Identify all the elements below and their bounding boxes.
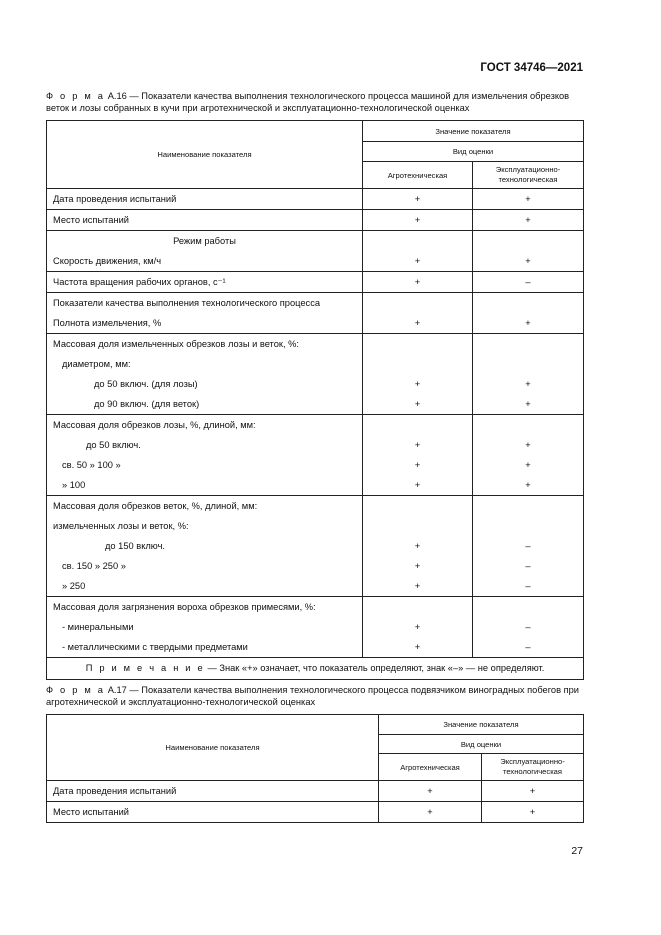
expl-mark: + [529, 807, 536, 817]
expl-value-cell [473, 231, 584, 272]
indicator-name: Массовая доля измельченных обрезков лозы и веток, %: [53, 339, 299, 349]
expl-mark: + [525, 194, 531, 204]
agro-value-cell [363, 293, 473, 334]
agro-mark: + [414, 256, 421, 266]
agro-mark [363, 334, 472, 354]
indicator-name: до 150 включ. [105, 541, 166, 551]
column-header-agro: Агротехническая [379, 754, 482, 781]
column-header-name: Наименование показателя [47, 121, 363, 189]
expl-mark: + [525, 215, 531, 225]
expl-mark-cell [482, 802, 584, 823]
agro-value-cell [363, 334, 473, 415]
expl-value-cell [473, 415, 584, 496]
indicator-name: св. 50 » 100 » [62, 460, 121, 470]
indicator-name-cell [47, 597, 363, 658]
expl-mark: + [525, 399, 531, 409]
table-row [47, 231, 584, 272]
indicator-name: Режим работы [173, 236, 236, 246]
form-title: А.16 — Показатели качества выполнения технологического процесса машиной для измельчения обрезков веток и лозы собранных в кучи при агротехнической и эксплуатационно-технологической оценках [46, 91, 570, 113]
indicator-name: Место испытаний [53, 215, 129, 225]
agro-value-cell [363, 272, 473, 293]
agro-mark [363, 597, 472, 617]
indicator-name: Показатели качества выполнения технологического процесса [53, 298, 321, 308]
indicator-name: » 100 [62, 480, 86, 490]
indicator-name: Дата проведения испытаний [53, 194, 177, 204]
form-a17-caption [46, 684, 586, 708]
expl-value-cell [473, 597, 584, 658]
agro-mark: + [414, 194, 421, 204]
form-label: Ф о р м а [46, 91, 106, 101]
agro-mark-cell [379, 781, 482, 802]
agro-mark: + [414, 277, 421, 287]
expl-mark: + [525, 460, 531, 470]
indicator-name-cell [47, 334, 363, 415]
agro-value-cell [363, 415, 473, 496]
indicator-name: Массовая доля обрезков лозы, %, длиной, мм: [53, 420, 256, 430]
agro-mark: + [414, 622, 421, 632]
expl-mark: + [525, 379, 531, 389]
expl-mark: + [529, 786, 536, 796]
agro-mark: + [414, 379, 421, 389]
table-row [47, 210, 584, 231]
expl-mark: – [525, 581, 531, 591]
indicator-name: - металлическими с твердыми предметами [62, 642, 248, 652]
indicator-name: - минеральными [62, 622, 134, 632]
expl-mark [473, 231, 583, 251]
form-label: Ф о р м а [46, 685, 106, 695]
indicator-name: до 90 включ. (для веток) [94, 399, 200, 409]
indicator-name: измельченных лозы и веток, %: [53, 521, 189, 531]
expl-mark: + [525, 440, 531, 450]
expl-mark: – [525, 622, 531, 632]
agro-mark [363, 231, 472, 251]
agro-mark: + [414, 642, 421, 652]
agro-mark [363, 415, 472, 435]
agro-mark: + [414, 581, 421, 591]
form-title: А.17 — Показатели качества выполнения технологического процесса подвязчиком виноградных побегов при агротехнической и эксплуатационно-технологической оценках [46, 685, 579, 707]
indicator-name: Дата проведения испытаний [53, 786, 177, 796]
indicator-name: Массовая доля обрезков веток, %, длиной, мм: [53, 501, 258, 511]
column-header-name: Наименование показателя [47, 715, 379, 781]
indicator-name: диаметром, мм: [62, 359, 131, 369]
indicator-name-cell [47, 415, 363, 496]
expl-mark [473, 597, 583, 617]
agro-mark [363, 516, 472, 536]
expl-mark [473, 354, 583, 374]
expl-mark: – [525, 541, 531, 551]
expl-value-cell [473, 210, 584, 231]
agro-mark: + [414, 399, 421, 409]
agro-value-cell [363, 231, 473, 272]
agro-value-cell [363, 210, 473, 231]
column-header-expl: Эксплуатационно-технологическая [473, 162, 584, 189]
expl-mark: + [525, 256, 531, 266]
expl-value-cell [473, 496, 584, 597]
column-header-value: Значение показателя [363, 121, 584, 142]
expl-mark: – [525, 561, 531, 571]
table-row [47, 272, 584, 293]
indicator-name: Массовая доля загрязнения вороха обрезков примесями, %: [53, 602, 316, 612]
form-a17-table [46, 714, 584, 823]
table-note [47, 658, 584, 680]
agro-mark: + [427, 807, 433, 817]
expl-mark: – [525, 642, 531, 652]
indicator-name-cell [47, 272, 363, 293]
expl-mark: – [525, 277, 531, 287]
agro-mark: + [414, 561, 421, 571]
indicator-name: Место испытаний [53, 807, 129, 817]
table-row [47, 781, 584, 802]
column-header-value: Значение показателя [379, 715, 584, 735]
table-row [47, 415, 584, 496]
agro-mark: + [414, 440, 421, 450]
agro-mark: + [414, 215, 421, 225]
indicator-name-cell [47, 189, 363, 210]
note-row [47, 658, 584, 680]
agro-mark: + [427, 786, 433, 796]
column-header-expl: Эксплуатационно-технологическая [482, 754, 584, 781]
expl-value-cell [473, 272, 584, 293]
indicator-name-cell [47, 210, 363, 231]
table-row [47, 293, 584, 334]
expl-value-cell [473, 334, 584, 415]
agro-mark [363, 496, 472, 516]
indicator-name-cell [47, 293, 363, 334]
agro-mark: + [414, 480, 421, 490]
agro-value-cell [363, 597, 473, 658]
column-header-kind: Вид оценки [379, 735, 584, 754]
agro-mark [363, 293, 472, 313]
agro-mark: + [414, 541, 421, 551]
expl-mark [473, 334, 583, 354]
expl-mark-cell [482, 781, 584, 802]
agro-mark-cell [379, 802, 482, 823]
agro-value-cell [363, 189, 473, 210]
indicator-name-cell [47, 781, 379, 802]
indicator-name: » 250 [62, 581, 86, 591]
expl-mark [473, 496, 583, 516]
column-header-kind: Вид оценки [363, 142, 584, 162]
indicator-name: св. 150 » 250 » [62, 561, 126, 571]
indicator-name-cell [47, 231, 363, 272]
indicator-name-cell [47, 496, 363, 597]
expl-mark [473, 415, 583, 435]
expl-mark [473, 516, 583, 536]
indicator-name: до 50 включ. (для лозы) [94, 379, 198, 389]
expl-mark: + [525, 480, 531, 490]
expl-value-cell [473, 189, 584, 210]
table-row [47, 334, 584, 415]
indicator-name: до 50 включ. [86, 440, 141, 450]
table-row [47, 496, 584, 597]
agro-mark: + [414, 460, 421, 470]
expl-mark [473, 293, 583, 313]
indicator-name: Полнота измельчения, % [53, 318, 162, 328]
column-header-agro: Агротехническая [363, 162, 473, 189]
table-row [47, 189, 584, 210]
note-text: — Знак «+» означает, что показатель определяют, знак «–» — не определяют. [204, 663, 545, 673]
standard-designation: ГОСТ 34746—2021 [480, 62, 583, 74]
table-row [47, 597, 584, 658]
page-number: 27 [571, 845, 583, 857]
note-label: П р и м е ч а н и е [85, 663, 205, 673]
indicator-name-cell [47, 802, 379, 823]
form-a16-caption [46, 90, 586, 114]
indicator-name: Скорость движения, км/ч [53, 256, 162, 266]
agro-mark [363, 354, 472, 374]
expl-mark: + [525, 318, 531, 328]
agro-value-cell [363, 496, 473, 597]
expl-value-cell [473, 293, 584, 334]
indicator-name: Частота вращения рабочих органов, с⁻¹ [53, 277, 226, 287]
agro-mark: + [414, 318, 421, 328]
table-row [47, 802, 584, 823]
form-a16-table [46, 120, 584, 680]
